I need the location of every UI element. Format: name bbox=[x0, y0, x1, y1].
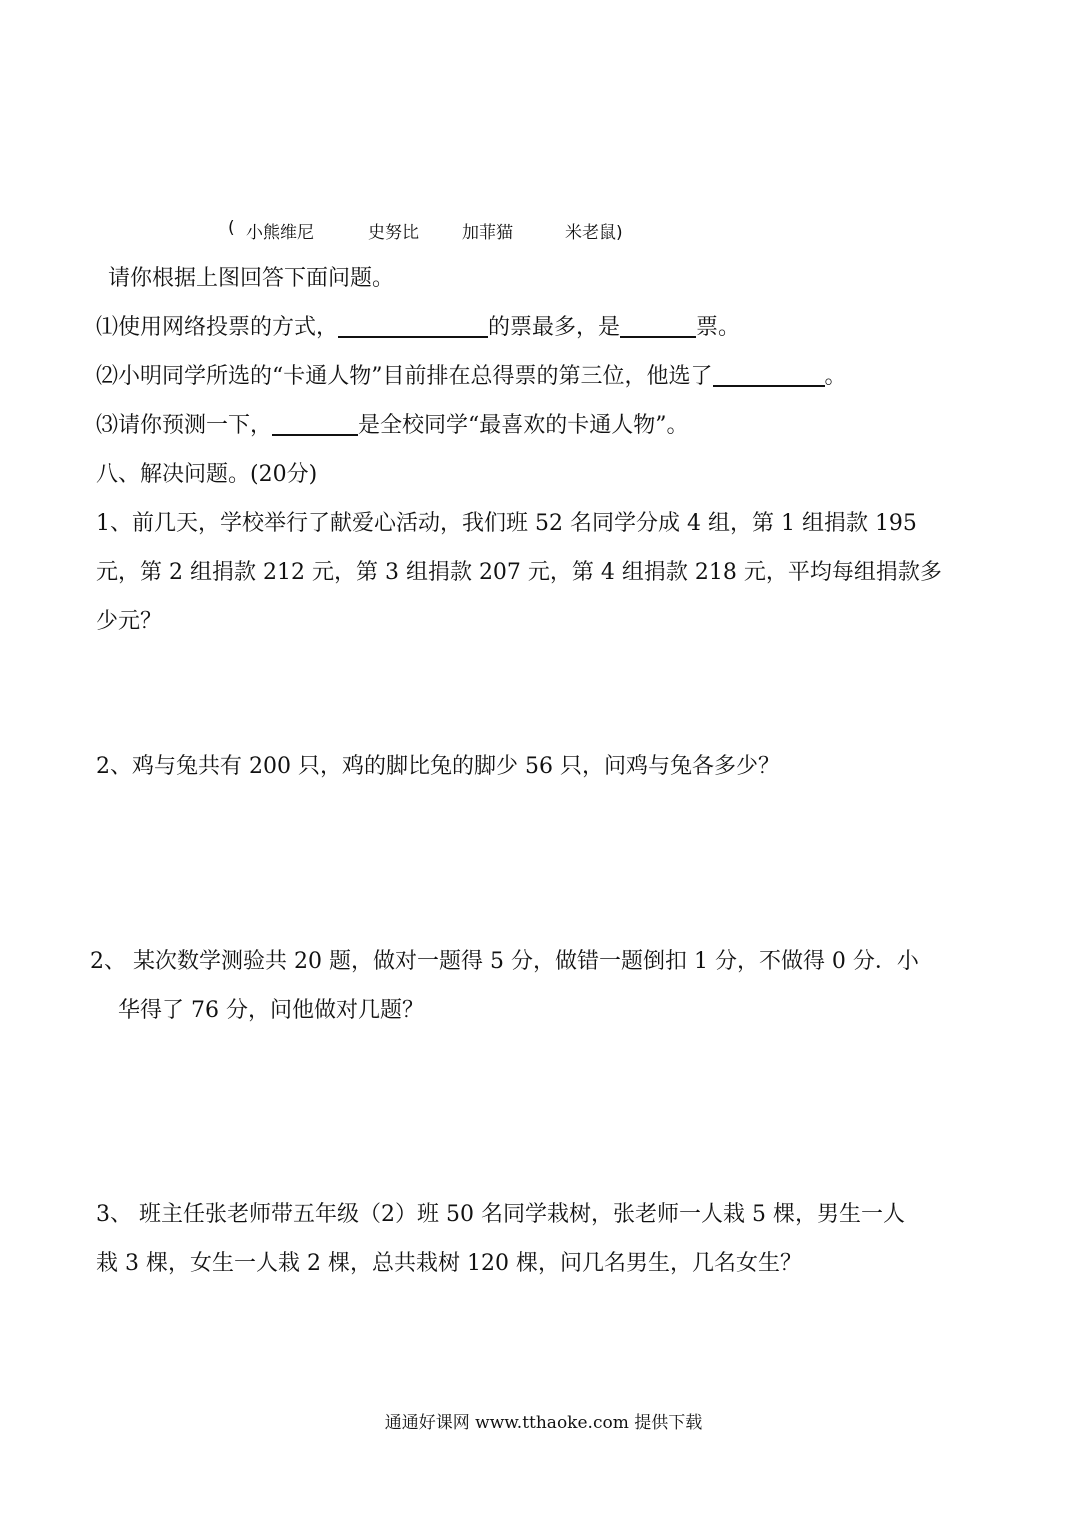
question-3 bbox=[96, 411, 689, 441]
legend-item-mickey: 米老鼠) bbox=[565, 223, 623, 243]
question-2 bbox=[96, 362, 847, 392]
answer-blank-3[interactable] bbox=[272, 412, 358, 436]
footer-text: 通通好课网 www.tthaoke.com 提供下载 bbox=[384, 1413, 703, 1433]
answer-blank-2[interactable] bbox=[713, 363, 825, 387]
answer-blank-1a[interactable] bbox=[338, 314, 488, 338]
problem-2-line-1: 2、鸡与兔共有 200 只，鸡的脚比兔的脚少 56 只，问鸡与兔各多少？ bbox=[96, 754, 780, 779]
intro-text: 请你根据上图回答下面问题。 bbox=[108, 266, 395, 291]
legend-item-winnie: 小熊维尼 bbox=[246, 223, 314, 243]
question-1 bbox=[96, 313, 740, 343]
question-1-text-c: 票。 bbox=[696, 315, 741, 340]
problem-1-line-2: 元，第 2 组捐款 212 元，第 3 组捐款 207 元，第 4 组捐款 218 元，平均每组捐款多 bbox=[96, 560, 942, 585]
question-3-text-b: 是全校同学“最喜欢的卡通人物”。 bbox=[358, 413, 689, 438]
legend-item-garfield: 加菲猫 bbox=[462, 223, 513, 243]
question-1-text-b: 的票最多，是 bbox=[488, 315, 621, 340]
question-3-text-a: ⑶请你预测一下， bbox=[96, 413, 273, 438]
question-2-text-b: 。 bbox=[824, 364, 847, 389]
question-1-text-a: ⑴使用网络投票的方式， bbox=[96, 315, 339, 340]
problem-1-line-3: 少元？ bbox=[96, 609, 163, 634]
question-2-text-a: ⑵小明同学所选的“卡通人物”目前排在总得票的第三位，他选了 bbox=[96, 364, 713, 389]
legend-item-snoopy: 史努比 bbox=[368, 223, 419, 243]
problem-1-line-1: 1、前几天，学校举行了献爱心活动，我们班 52 名同学分成 4 组，第 1 组捐款 195 bbox=[96, 511, 917, 536]
legend-open-paren: ( bbox=[228, 218, 235, 238]
problem-3-line-2: 华得了 76 分，问他做对几题？ bbox=[118, 998, 424, 1023]
answer-blank-1b[interactable] bbox=[620, 314, 696, 338]
problem-3-line-1: 2、 某次数学测验共 20 题，做对一题得 5 分，做错一题倒扣 1 分，不做得 0 分．小 bbox=[90, 949, 919, 974]
problem-4-line-2: 栽 3 棵，女生一人栽 2 棵，总共栽树 120 棵，问几名男生，几名女生？ bbox=[96, 1251, 802, 1276]
section-8-heading: 八、解决问题。(20分) bbox=[96, 462, 318, 487]
problem-4-line-1: 3、 班主任张老师带五年级（2）班 50 名同学栽树，张老师一人栽 5 棵，男生一人 bbox=[96, 1202, 905, 1227]
